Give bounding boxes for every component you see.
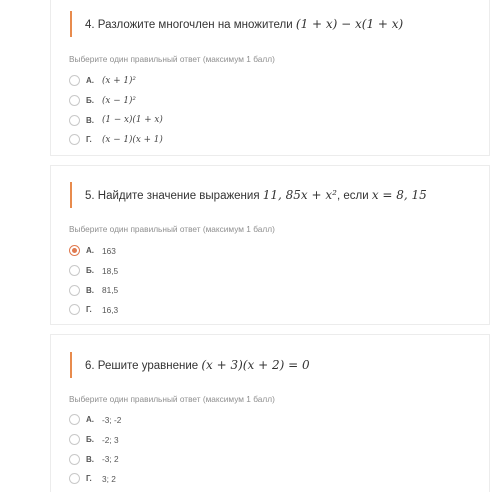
- option-letter: В.: [86, 454, 94, 464]
- radio-button[interactable]: [69, 75, 80, 86]
- question-title-math-2: x = 8, 15: [371, 188, 427, 202]
- question-card-4: [50, 0, 490, 156]
- radio-button[interactable]: [69, 115, 80, 126]
- radio-button[interactable]: [69, 285, 80, 296]
- option-text: 3; 2: [102, 473, 116, 484]
- option-letter: В.: [86, 285, 94, 295]
- option-text: -3; 2: [102, 454, 119, 465]
- question-title-text: 6. Решите уравнение: [85, 360, 202, 372]
- question-title-math: 11, 85x + x²: [262, 188, 337, 202]
- options-list-6: [69, 410, 479, 489]
- option-b[interactable]: [69, 261, 479, 281]
- question-card-6: [50, 334, 490, 492]
- option-text: 163: [102, 245, 116, 256]
- radio-button[interactable]: [69, 454, 80, 465]
- answer-hint: Выберите один правильный ответ (максимум 1 балл): [69, 224, 275, 234]
- option-text: 16,3: [102, 304, 119, 315]
- option-letter: А.: [86, 246, 94, 256]
- option-text: (x + 1)²: [102, 75, 136, 86]
- radio-button[interactable]: [69, 473, 80, 484]
- option-v[interactable]: [69, 280, 479, 300]
- option-g[interactable]: [69, 300, 479, 320]
- option-text: (1 − x)(1 + x): [102, 115, 163, 126]
- radio-button[interactable]: [69, 265, 80, 276]
- radio-button[interactable]: [69, 134, 80, 145]
- option-letter: А.: [86, 415, 94, 425]
- options-list-4: [69, 71, 479, 150]
- options-list-5: [69, 241, 479, 320]
- option-text: 81,5: [102, 285, 119, 296]
- option-letter: Г.: [86, 474, 92, 484]
- option-a[interactable]: [69, 410, 479, 430]
- radio-button-selected[interactable]: [69, 245, 80, 256]
- option-letter: Г.: [86, 305, 92, 315]
- option-g[interactable]: [69, 469, 479, 489]
- option-letter: Г.: [86, 135, 92, 145]
- radio-button[interactable]: [69, 304, 80, 315]
- option-b[interactable]: [69, 91, 479, 111]
- question-title-mid: , если: [336, 190, 372, 202]
- option-text: -2; 3: [102, 434, 119, 445]
- option-v[interactable]: [69, 449, 479, 469]
- radio-button[interactable]: [69, 414, 80, 425]
- option-text: -3; -2: [102, 414, 122, 425]
- question-title-5: [70, 182, 481, 208]
- option-letter: В.: [86, 115, 94, 125]
- radio-button[interactable]: [69, 434, 80, 445]
- option-a[interactable]: [69, 71, 479, 91]
- option-text: 18,5: [102, 265, 119, 276]
- option-b[interactable]: [69, 430, 479, 450]
- option-g[interactable]: [69, 130, 479, 150]
- question-title-6: [70, 352, 481, 378]
- question-title-text: 4. Разложите многочлен на множители: [85, 19, 296, 31]
- question-title-4: [70, 11, 481, 37]
- option-letter: А.: [86, 76, 94, 86]
- option-text: (x − 1)(x + 1): [102, 134, 163, 145]
- question-title-math: (x + 3)(x + 2) = 0: [201, 358, 310, 372]
- radio-button[interactable]: [69, 95, 80, 106]
- answer-hint: Выберите один правильный ответ (максимум 1 балл): [69, 54, 275, 64]
- option-letter: Б.: [86, 435, 94, 445]
- question-title-text: 5. Найдите значение выражения: [85, 190, 263, 202]
- answer-hint: Выберите один правильный ответ (максимум 1 балл): [69, 394, 275, 404]
- option-v[interactable]: [69, 110, 479, 130]
- option-text: (x − 1)²: [102, 95, 136, 106]
- question-title-math: (1 + x) − x(1 + x): [295, 17, 404, 31]
- option-a[interactable]: [69, 241, 479, 261]
- question-card-5: [50, 165, 490, 325]
- option-letter: Б.: [86, 266, 94, 276]
- option-letter: Б.: [86, 96, 94, 106]
